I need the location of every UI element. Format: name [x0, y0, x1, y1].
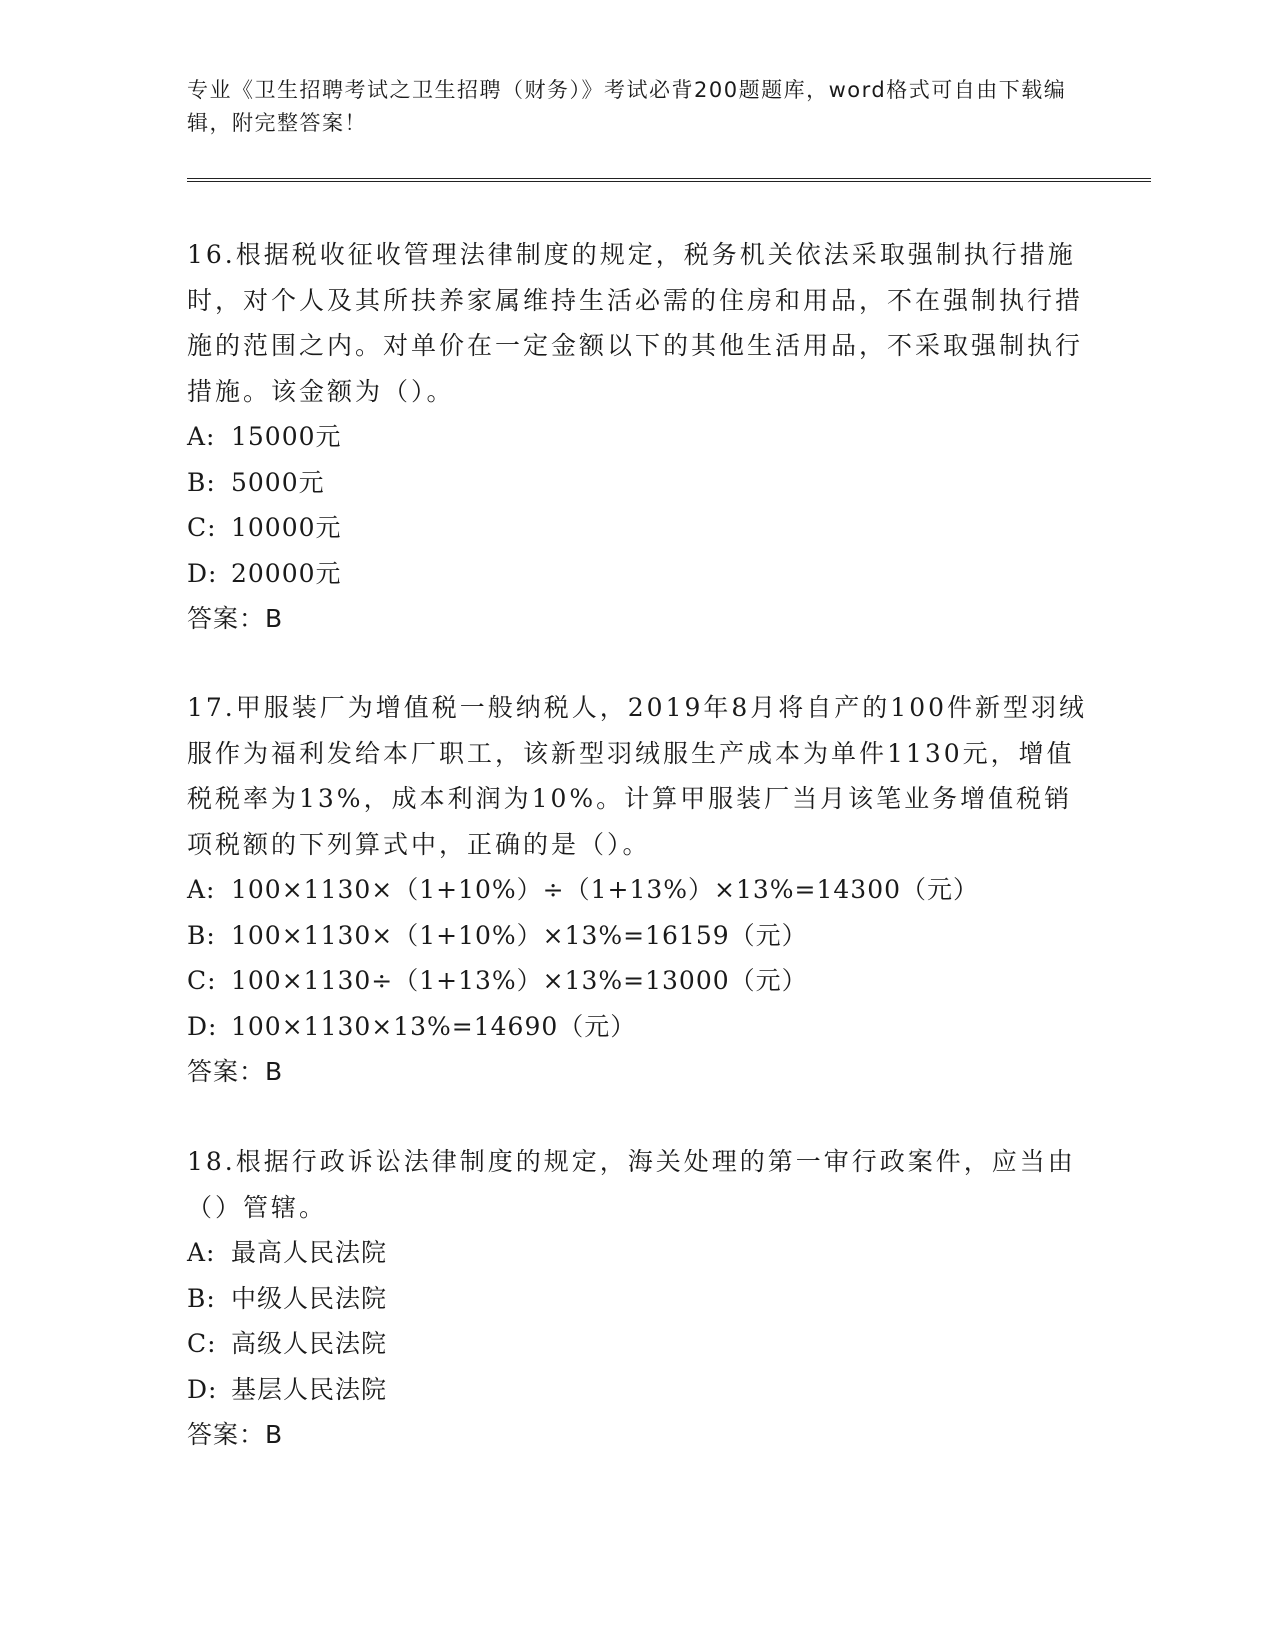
option-letter: A: — [187, 422, 216, 451]
option-text: 5000元 — [231, 467, 325, 497]
option-text: 基层人民法院 — [231, 1374, 388, 1404]
answer-line: 答案：B — [187, 604, 284, 633]
option-text: 最高人民法院 — [231, 1238, 388, 1267]
question-stem: 17.甲服装厂为增值税一般纳税人，2019年8月将自产的100件新型羽绒服作为福利发给本厂职工，该新型羽绒服生产成本为单件1130元，增值税税率为13%，成本利润为10%。计算甲服装厂当月该笔业务增值税销项税额的下列算式中，正确的是（）。 — [187, 693, 1088, 859]
option-letter: C: — [187, 966, 217, 995]
option-text: 高级人民法院 — [231, 1329, 388, 1358]
option-letter: A: — [187, 1238, 216, 1267]
answer-line: 答案：B — [187, 1057, 284, 1086]
option-d — [187, 551, 1087, 597]
option-text: 10000元 — [231, 513, 342, 542]
option-b — [187, 460, 1087, 506]
option-b — [187, 1276, 1087, 1322]
question-17 — [187, 685, 1087, 1095]
option-text: 20000元 — [231, 558, 342, 588]
option-c — [187, 958, 1087, 1004]
option-text: 100×1130×（1+10%）×13%=16159（元） — [231, 920, 808, 950]
option-d — [187, 1367, 1087, 1413]
option-letter: D: — [187, 558, 218, 588]
option-letter: C: — [187, 1329, 217, 1358]
answer-line: 答案：B — [187, 1420, 284, 1449]
question-16 — [187, 232, 1087, 642]
option-text: 100×1130×13%=14690（元） — [231, 1011, 637, 1041]
option-a — [187, 1230, 1087, 1276]
question-stem: 18.根据行政诉讼法律制度的规定，海关处理的第一审行政案件，应当由（）管辖。 — [187, 1147, 1076, 1222]
option-text: 15000元 — [231, 422, 342, 451]
option-text: 中级人民法院 — [231, 1283, 388, 1313]
option-d — [187, 1004, 1087, 1050]
option-b — [187, 913, 1087, 959]
option-a — [187, 867, 1087, 913]
option-a — [187, 414, 1087, 460]
option-text: 100×1130÷（1+13%）×13%=13000（元） — [231, 966, 808, 995]
option-letter: D: — [187, 1374, 218, 1404]
question-stem: 16.根据税收征收管理法律制度的规定，税务机关依法采取强制执行措施时，对个人及其所扶养家属维持生活必需的住房和用品，不在强制执行措施的范围之内。对单价在一定金额以下的其他生活用品，不采取强制执行措施。该金额为（）。 — [187, 240, 1084, 406]
option-letter: B: — [187, 920, 216, 950]
question-18 — [187, 1139, 1087, 1458]
option-letter: C: — [187, 513, 217, 542]
option-letter: B: — [187, 467, 216, 497]
option-c — [187, 505, 1087, 551]
option-text: 100×1130×（1+10%）÷（1+13%）×13%=14300（元） — [231, 875, 980, 904]
option-letter: A: — [187, 875, 216, 904]
option-c — [187, 1321, 1087, 1367]
header-divider — [187, 178, 1151, 182]
option-letter: D: — [187, 1011, 218, 1041]
document-header: 专业《卫生招聘考试之卫生招聘（财务）》考试必背200题题库，word格式可自由下载编辑，附完整答案！ — [187, 78, 1067, 135]
option-letter: B: — [187, 1283, 216, 1313]
